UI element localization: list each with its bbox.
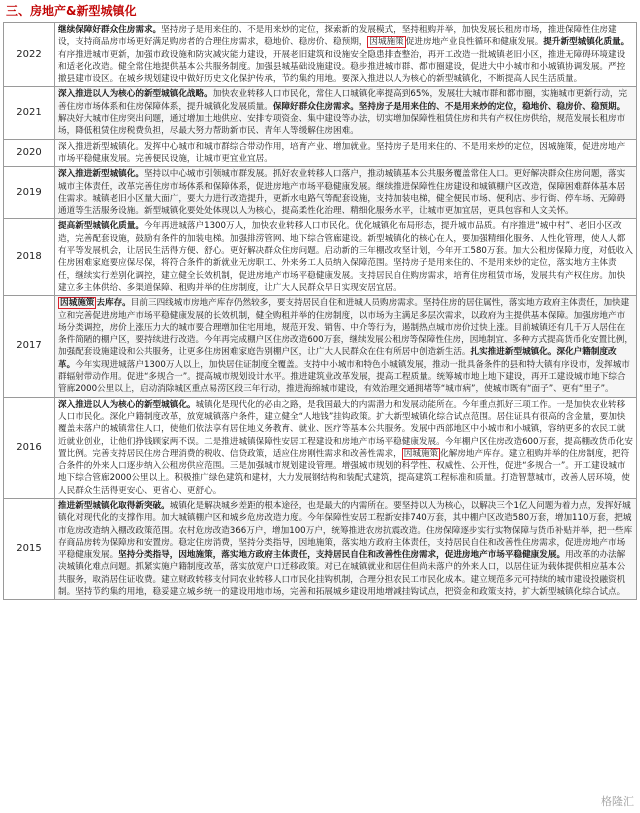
policy-content-cell <box>55 167 637 219</box>
text-segment: 深入推进新型城镇化。 <box>58 169 144 180</box>
watermark: 格隆汇 <box>601 795 634 808</box>
highlighted-phrase: 因城施策 <box>369 37 404 48</box>
policy-content-cell <box>55 87 637 139</box>
text-segment: 坚持以中心城市引领城市群发展。抓好农业转移人口落户，推动城镇基本公共服务覆盖常住人口。更好解决群众住房问题，落实城市主体责任，改革完善住房市场体系和保障体系，促进房地产市场平稳健康发展。继续推进保障性住房建设和城镇棚户区改造，保障困难群体基本居住需求。城镇老旧小区量大面广，要大力进行改造提升，更新水电路气等配套设施，支持加装电梯，健全便民市场、便利店、步行街、停车场、无障碍通道等生活服务设施。新型城镇化要处处体现以人为核心，提高柔性化治理、精细化服务水平，让城市更加宜居，更具包容和人文关怀。 <box>58 169 626 217</box>
text-segment: 深入推进以人为核心的新型城镇化。 <box>58 399 196 410</box>
table-row <box>4 219 637 296</box>
text-segment: 继续保障好群众住房需求。 <box>58 25 162 35</box>
table-row <box>4 167 637 219</box>
text-segment: 深入推进新型城镇化。发挥中心城市和城市群综合带动作用，培育产业、增加就业。坚持房子是用来住的、不是用来炒的定位，因城施策，促进房地产市场平稳健康发展。完善便民设施，让城市更宜业宜居。 <box>58 141 626 164</box>
text-segment: 今年再进城落户1300万人，加快农业转移人口市民化。优化城镇化布局形态，提升城市品质。有序推进“城中村”、老旧小区改造，完善配套设施，鼓励有条件的加装电梯。加强排涝管网、地下综合管廊建设。新型城镇化的核心在人，要加强精细化服务、人性化管理，使人人都有平等发展机会，让居民生活得方便、舒心。更好解决群众住房问题。启动新的三年棚改攻坚计划，今年开工580万套。加大公租房保障力度，对低收入住房困难家庭要应保尽保，将符合条件的新就业无房职工、外来务工人员纳入保障范围。坚持房子是用来住的、不是用来炒的定位，落实地方主体责任，继续实行差别化调控，建立健全长效机制，促进房地产市场平稳健康发展。支持居民自住购房需求，培育住房租赁市场，发展共有产权住房。加快建立多主体供给、多渠道保障、租购并举的住房制度，让广大人民群众早日实现安居宜居。 <box>58 221 633 293</box>
text-segment: 化解房地产库存。建立租购并举的住房制度，把符合条件的外来人口逐步纳入公租房供应范围。三是加强城市规划建设管理。增强城市规划的科学性、权威性、公开性，促进“多规合一”。开工建设城市地下综合管廊2000公里以上。积极推广绿色建筑和建材，大力发展钢结构和装配式建筑，提高建筑工程标准和质量。打造智慧城市，改善人居环境，使人民群众生活得更安心、更省心、更舒心。 <box>58 448 630 496</box>
table-row <box>4 23 637 87</box>
table-row <box>4 296 637 397</box>
policy-content-cell <box>55 23 637 87</box>
year-cell: 2022 <box>4 23 55 87</box>
text-segment: 深入推进以人为核心的新型城镇化战略。 <box>58 89 213 100</box>
text-segment: 坚持房子是用来住的、不是用来炒的定位，探索新的发展模式，坚持租购并举，加快发展长租房市场，推进保障性住房建设，支持商品房市场更好满足购房者的合理住房需求，稳地价、稳房价、稳预期， <box>58 25 617 48</box>
text-segment: 扎实推进新型城镇化。 <box>470 347 557 358</box>
policy-table <box>3 22 637 600</box>
text-segment: 今年实现进城落户1300万人以上，加快居住证制度全覆盖。支持中小城市和特色小城镇发展，推动一批具备条件的县和特大镇有序设市，发挥城市群辐射带动作用。促进“多规合一”。提高城市规划设计水平。推进建筑业改革发展，提高工程质量。统筹城市地上地下建设，再开工建设城市地下综合管廊2000公里以上，启动消除城区重点易涝区段三年行动，推进海绵城市建设，有效治理交通拥堵等“城市病”，使城市既有“面子”、更有“里子”。 <box>58 359 630 395</box>
text-segment: 促进房地产业良性循环和健康发展。 <box>405 37 544 48</box>
section-title: 三、房地产&新型城镇化 <box>6 4 137 18</box>
year-cell: 2015 <box>4 498 55 599</box>
highlighted-phrase: 因城施策 <box>60 298 95 309</box>
table-row <box>4 139 637 167</box>
text-segment: 提高新型城镇化质量。 <box>58 221 144 232</box>
text-segment: 解决好大城市住房突出问题，通过增加土地供应、安排专项资金、集中建设等办法，切实增加保障性租赁住房和共有产权住房供给，规范发展长租房市场，降低租赁住房税费负担，尽最大努力帮助新市民、青年人等缓解住房困难。 <box>58 114 626 137</box>
table-row <box>4 397 637 498</box>
text-segment: 推进新型城镇化取得新突破。 <box>58 500 170 511</box>
text-segment: 城镇化是现代化的必由之路，是我国最大的内需潜力和发展动能所在。今年重点抓好三项工作。一是加快农业转移人口市民化。深化户籍制度改革，放宽城镇落户条件，建立健全“人地钱”挂钩政策。扩大新型城镇化综合试点范围。居住证具有很高的含金量，要加快覆盖未落户的城镇常住人口，使他们依法享有居住地义务教育、就业、医疗等基本公共服务。发展中西部地区中小城市和小城镇，容纳更多的农民工就近就业创业，让他们挣钱顾家两不误。二是推进城镇保障性安居工程建设和房地产市场平稳健康发展。今年棚户区住房改造600万套，提高棚改货币化安置比例。完善支持居民住房合理消费的税收、信贷政策，适应住房刚性需求和改善性需求， <box>58 399 633 459</box>
text-segment: 提升新型城镇化质量。 <box>543 37 630 48</box>
text-segment: 保障好群众住房需求。坚持房子是用来住的、不是用来炒的定位，稳地价、稳房价、稳预期。 <box>272 101 626 112</box>
text-segment: 加快农业转移人口市民化，常住人口城镇化率提高到65%，发展壮大城市群和都市圈，实施城市更新行动，完善住房市场体系和住房保障体系，提升城镇化发展质量。 <box>58 89 628 112</box>
year-cell: 2017 <box>4 296 55 397</box>
table-row <box>4 498 637 599</box>
policy-content-cell <box>55 498 637 599</box>
text-segment: 坚持分类指导，因地施策，落实地方政府主体责任，支持居民自住和改善性住房需求，促进房地产市场平稳健康发展。 <box>118 550 566 561</box>
text-segment: 用改革的办法解决城镇化难点问题。抓紧实施户籍制度改革，落实放宽户口迁移政策。对已在城镇就业和居住但尚未落户的外来人口，以居住证为载体提供相应基本公共服务，取消居住证收费。建立财政转移支付同农业转移人口市民化挂钩机制，合理分担农民工市民化成本。建立规范多元可持续的城市建设投融资机制。坚持节约集约用地，稳妥建立城乡统一的建设用地市场，完善和拓展城乡建设用地增减挂钩试点，把资金和政策支持，扩大新型城镇化综合试点。 <box>58 550 626 598</box>
year-cell: 2016 <box>4 397 55 498</box>
table-row <box>4 87 637 139</box>
year-cell: 2019 <box>4 167 55 219</box>
year-cell: 2018 <box>4 219 55 296</box>
highlighted-phrase: 因城施策 <box>403 448 439 459</box>
policy-table-body <box>4 23 637 600</box>
policy-content-cell <box>55 219 637 296</box>
text-segment: 目前三四线城市房地产库存仍然较多，要支持居民自住和进城人员购房需求。坚持住房的居住属性，落实地方政府主体责任，加快建立和完善促进房地产市场平稳健康发展的长效机制，健全购租并举的住房制度，以市场为主满足多层次需求，以政府为主提供基本保障。加强房地产市场分类调控，房价上涨压力大的城市要合理增加住宅用地，规范开发、销售、中介等行为，遏制热点城市房价过快上涨。目前城镇还有几千万人居住在条件简陋的棚户区，要持续进行改造。今年再完成棚户区住房改造600万套，继续发展公租房等保障性住房，因地制宜、多种方式提高货币化安置比例，加强配套设施建设和公共服务，让更多住房困难家庭告别棚户区，让广大人民群众在住有所居中创造新生活。 <box>58 298 633 358</box>
text-segment: 城镇化是解决城乡差距的根本途径，也是最大的内需所在。要坚持以人为核心，以解决三个1亿人问题为着力点，发挥好城镇化对现代化的支撑作用。加大城镇棚户区和城乡危房改造力度。今年保障性安居工程新安排740万套，其中棚户区改造580万套，增加110万套，把城市危房改造纳入棚改政策范围。农村危房改造366万户，增加100万户，统筹推进农房抗震改造。住房保障逐步实行实物保障与货币补贴并举，把一些库存商品房转为保障房和安置房。稳定住房消费，坚持分类指导，因地施策，落实地方政府主体责任，支持居民自住和改善性住房需求，促进房地产市场平稳健康发展。 <box>58 500 633 561</box>
text-segment: 去库存。 <box>96 298 131 309</box>
year-cell: 2021 <box>4 87 55 139</box>
text-segment: 有序推进城市更新，加强市政设施和防灾减灾能力建设，开展老旧建筑和设施安全隐患排查整治，再开工改造一批城镇老旧小区，推进无障碍环境建设和适老化改造。健全常住地提供基本公共服务制度。加强县城基础设施建设。稳步推进城市群、都市圈建设，促进大中小城市和小城镇协调发展。严控撤县建市设区。在城乡规划建设中做好历史文化保护传承，节约集约用地。要深入推进以人为核心的新型城镇化，不断提高人民生活质量。 <box>58 49 626 85</box>
text-segment: 深化户籍制度改革。 <box>58 347 617 370</box>
year-cell: 2020 <box>4 139 55 167</box>
policy-content-cell <box>55 139 637 167</box>
policy-content-cell <box>55 397 637 498</box>
policy-content-cell <box>55 296 637 397</box>
